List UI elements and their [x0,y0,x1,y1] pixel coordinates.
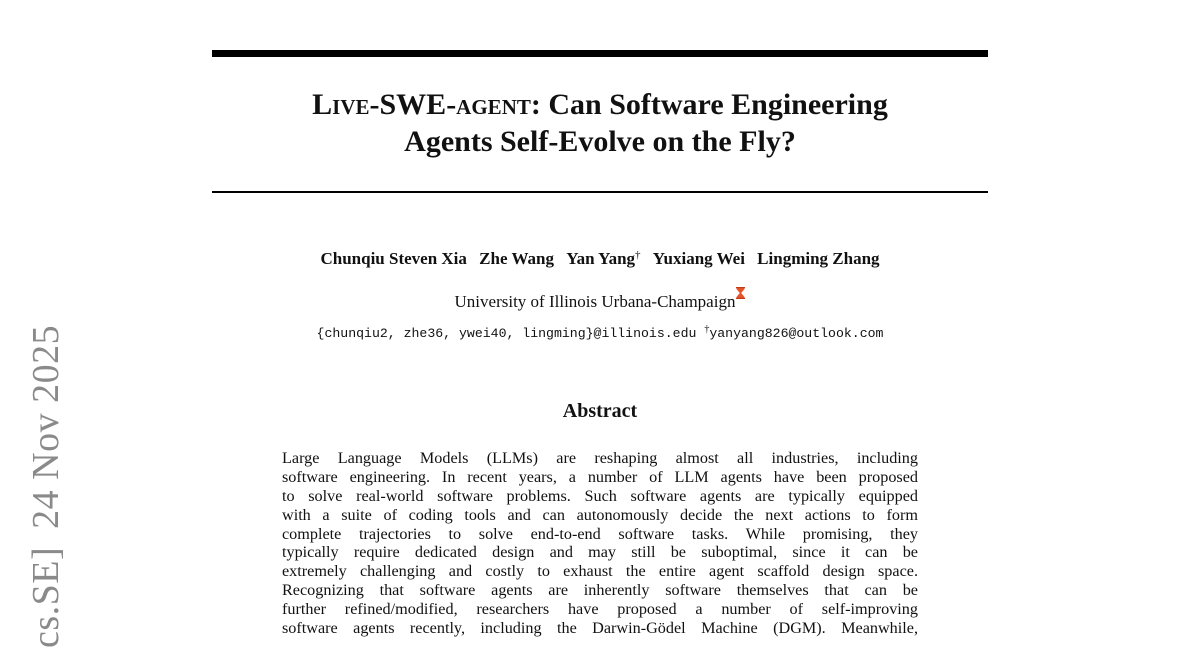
title-line-2: Agents Self-Evolve on the Fly? [404,125,796,158]
title-rule-top [212,50,988,57]
abstract-heading: Abstract [562,400,638,422]
abstract-line: typically require dedicated design and may still be suboptimal, since it can be [282,543,918,562]
author-name: Zhe Wang [479,249,554,268]
author-name: Yan Yang [566,249,636,268]
author [320,249,466,268]
affiliation [212,287,988,313]
author-name: Lingming Zhang [757,249,880,268]
affiliation-name: University of Illinois Urbana-Champaign [454,292,736,311]
author-footnote-mark: † [635,249,641,261]
abstract-line: further refined/modified, researchers have proposed a number of self-improving [282,600,918,619]
author-list [212,248,988,270]
arxiv-category: cs.SE] [25,546,67,648]
paper-title [212,86,988,160]
abstract-line: software agents recently, including the Darwin-Gödel Machine (DGM). Meanwhile, [282,619,918,638]
email-line [212,325,988,343]
author [566,249,640,268]
email-primary: {chunqiu2, zhe36, ywei40, lingming}@illinois.edu [316,326,697,341]
abstract-line: Recognizing that software agents are inherently software themselves that can be [282,581,918,600]
author-name: Yuxiang Wei [652,249,745,268]
email-secondary: yanyang826@outlook.com [709,326,884,341]
abstract-body [282,449,918,638]
author [757,249,879,268]
title-rule-bottom [212,191,988,193]
abstract-line: extremely challenging and costly to exhaust the entire agent scaffold design space. [282,562,918,581]
hourglass-icon [736,287,745,299]
author [653,249,745,268]
abstract-line: Large Language Models (LLMs) are reshaping almost all industries, including [282,449,918,467]
arxiv-date: 24 Nov 2025 [25,324,67,529]
arxiv-stamp [24,307,68,648]
abstract-line: complete trajectories to solve end-to-end software tasks. While promising, they [282,524,918,543]
abstract-line: with a suite of coding tools and can autonomously decide the next actions to form [282,505,918,524]
abstract-line: to solve real-world software problems. Such software agents are typically equipped [282,486,918,505]
abstract-line: software engineering. In recent years, a number of LLM agents have been proposed [282,467,918,486]
author-name: Chunqiu Steven Xia [320,249,467,268]
author [479,249,554,268]
title-line-1-rest: : Can Software Engineering [530,88,888,121]
email-dagger-mark: † [704,324,710,335]
title-system-name: Live-SWE-agent [312,88,531,121]
